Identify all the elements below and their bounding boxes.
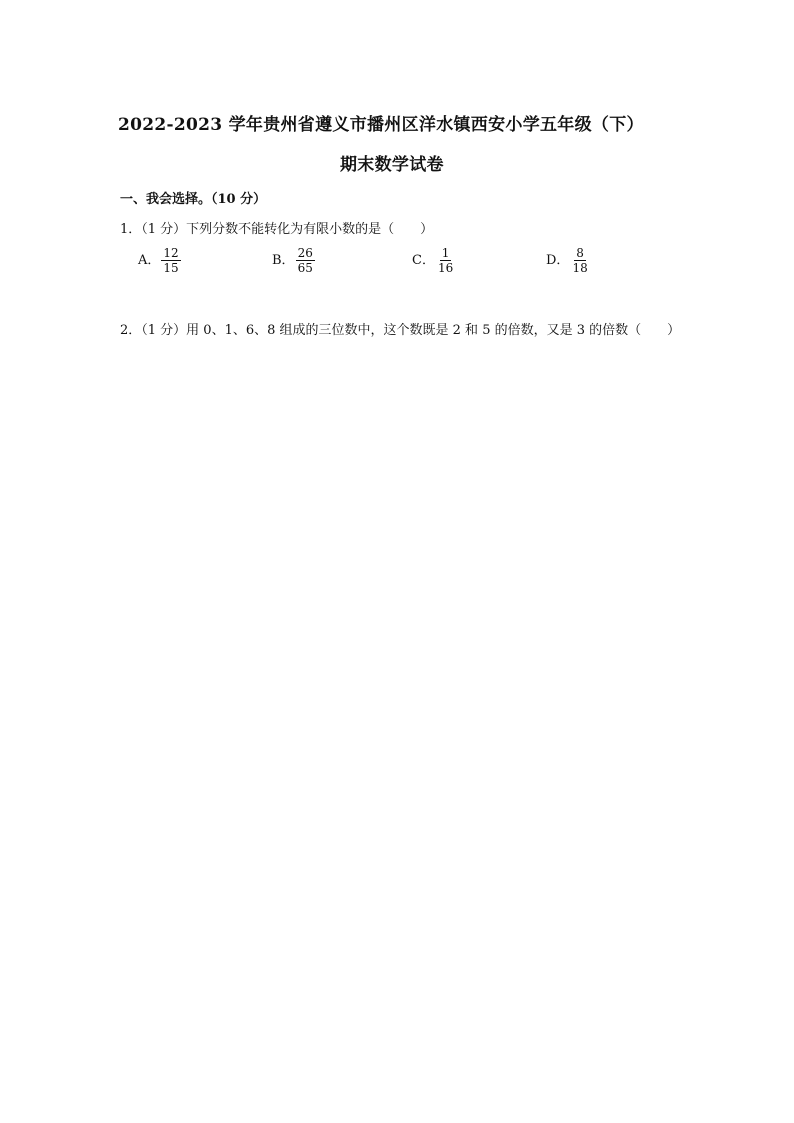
page-title-line1: 2022-2023 学年贵州省遵义市播州区洋水镇西安小学五年级（下） [118,115,644,135]
q1-option-d: D． $\frac{8}{18}$ [546,246,588,275]
page-title-line2: 期末数学试卷 [340,155,444,175]
q1-option-b: B． $\frac{26}{65}$ [272,246,313,275]
q1-stem: 1．（1 分）下列分数不能转化为有限小数的是（ ） [120,222,434,237]
section-heading: 一、我会选择。（10 分） [120,192,267,207]
q2-stem: 2．（1 分）用 0、1、6、8 组成的三位数中，这个数既是 2 和 5 的倍数，又是 3 的倍数（ ） [120,323,681,338]
q1-option-c: C． $\frac{1}{16}$ [412,246,454,275]
q1-option-a: A． $\frac{12}{15}$ [138,246,179,275]
